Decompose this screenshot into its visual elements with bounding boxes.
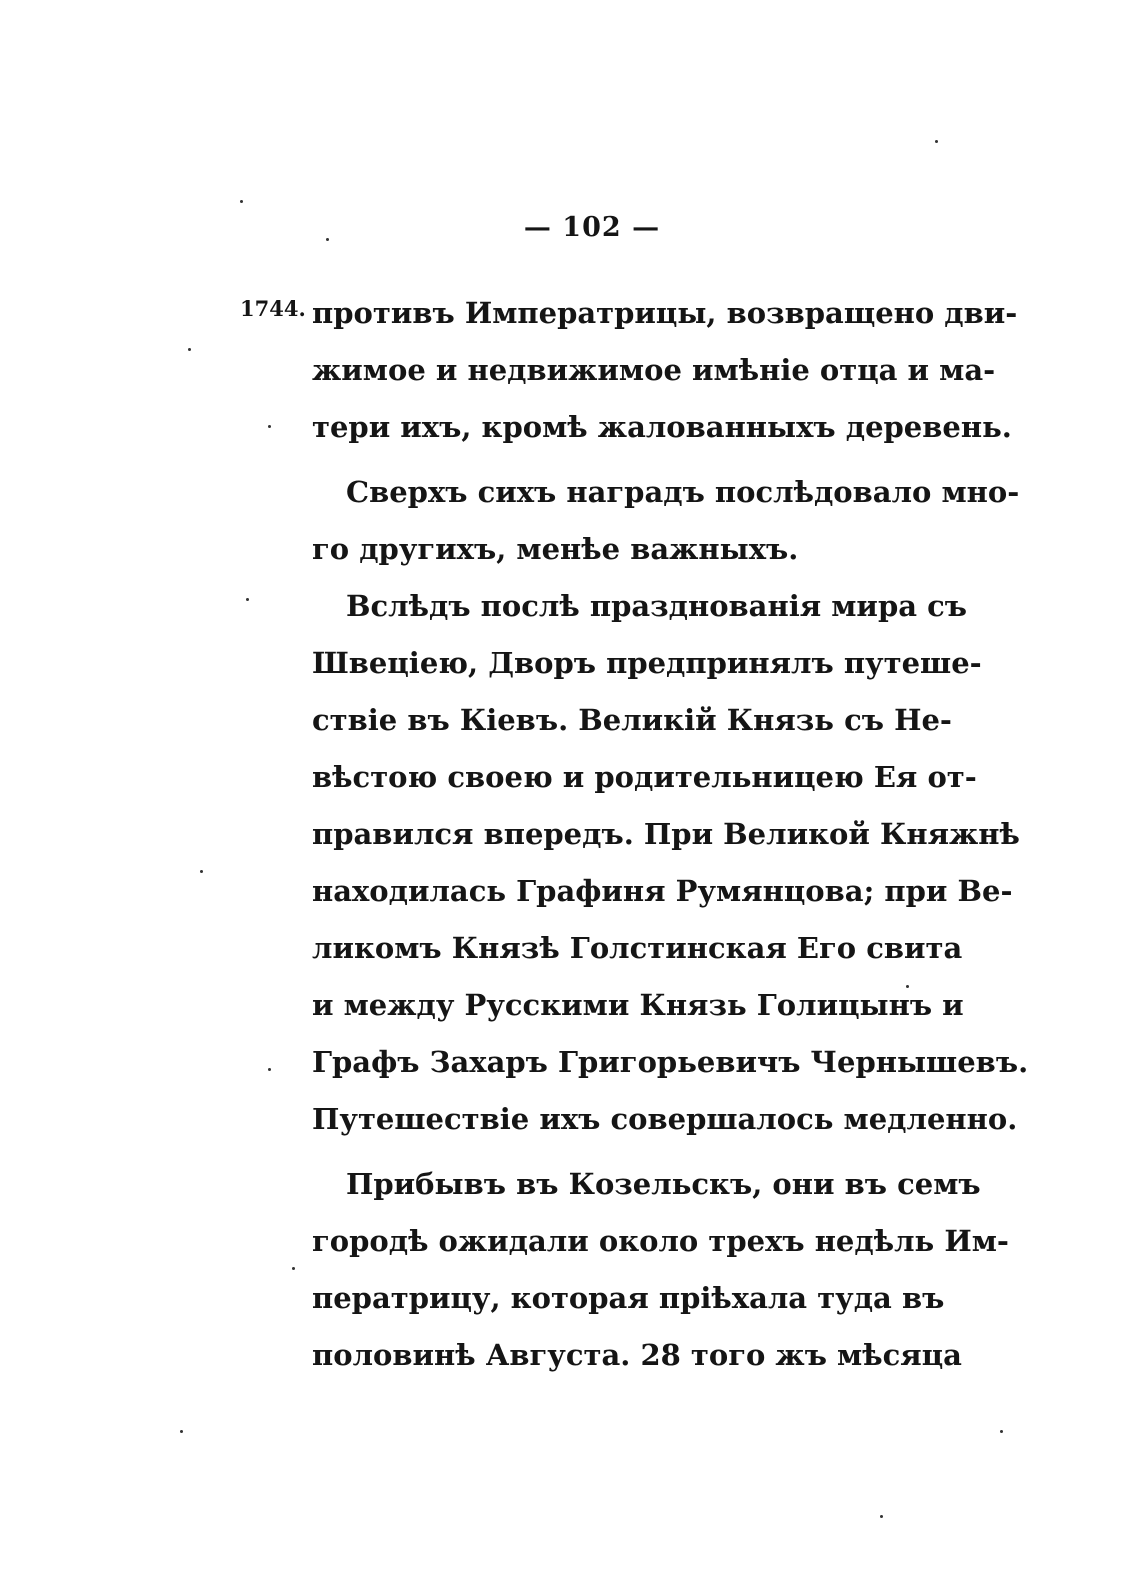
page-number: — 102 — [523, 212, 661, 243]
text-line: Путешествіе ихъ совершалось медленно. [312, 1102, 1018, 1136]
text-line: противъ Императрицы, возвращено дви- [312, 296, 1018, 330]
text-line: ператрицу, которая пріѣхала туда въ [312, 1281, 945, 1315]
text-line: правился впередъ. При Великой Княжнѣ [312, 817, 1020, 851]
text-line: Графъ Захаръ Григорьевичъ Чернышевъ. [312, 1045, 1029, 1079]
scan-speck [200, 870, 203, 873]
scan-speck [180, 1430, 183, 1433]
text-line: тери ихъ, кромѣ жалованныхъ деревень. [312, 410, 1012, 444]
text-line: Прибывъ въ Козельскъ, они въ семъ [346, 1167, 981, 1201]
text-line: вѣстою своею и родительницею Ея от- [312, 760, 977, 794]
scan-speck [326, 238, 329, 241]
scan-speck [1000, 1430, 1003, 1433]
scan-speck [906, 985, 909, 988]
text-line: жимое и недвижимое имѣніе отца и ма- [312, 353, 996, 387]
scan-speck [240, 200, 243, 203]
scan-speck [188, 348, 191, 351]
scan-speck [292, 1267, 295, 1270]
margin-year-note: 1744. [240, 296, 306, 321]
text-line: городѣ ожидали около трехъ недѣль Им- [312, 1224, 1009, 1258]
scan-speck [268, 425, 271, 428]
scan-speck [268, 1068, 271, 1071]
scan-speck [246, 598, 249, 601]
text-line: Швеціею, Дворъ предпринялъ путеше- [312, 646, 982, 680]
text-line: ликомъ Князѣ Голстинская Его свита [312, 931, 963, 965]
body-text [312, 290, 1029, 1389]
text-line: половинѣ Августа. 28 того жъ мѣсяца [312, 1338, 962, 1372]
text-line: ствіе въ Кіевъ. Великій Князь съ Не- [312, 703, 952, 737]
text-line: и между Русскими Князь Голицынъ и [312, 988, 964, 1022]
text-line: находилась Графиня Румянцова; при Ве- [312, 874, 1013, 908]
text-line: Вслѣдъ послѣ празднованія мира съ [346, 589, 968, 623]
scan-speck [935, 140, 938, 143]
text-line: Сверхъ сихъ наградъ послѣдовало мно- [346, 475, 1020, 509]
text-line: го другихъ, менѣе важныхъ. [312, 532, 799, 566]
scan-speck [880, 1515, 883, 1518]
